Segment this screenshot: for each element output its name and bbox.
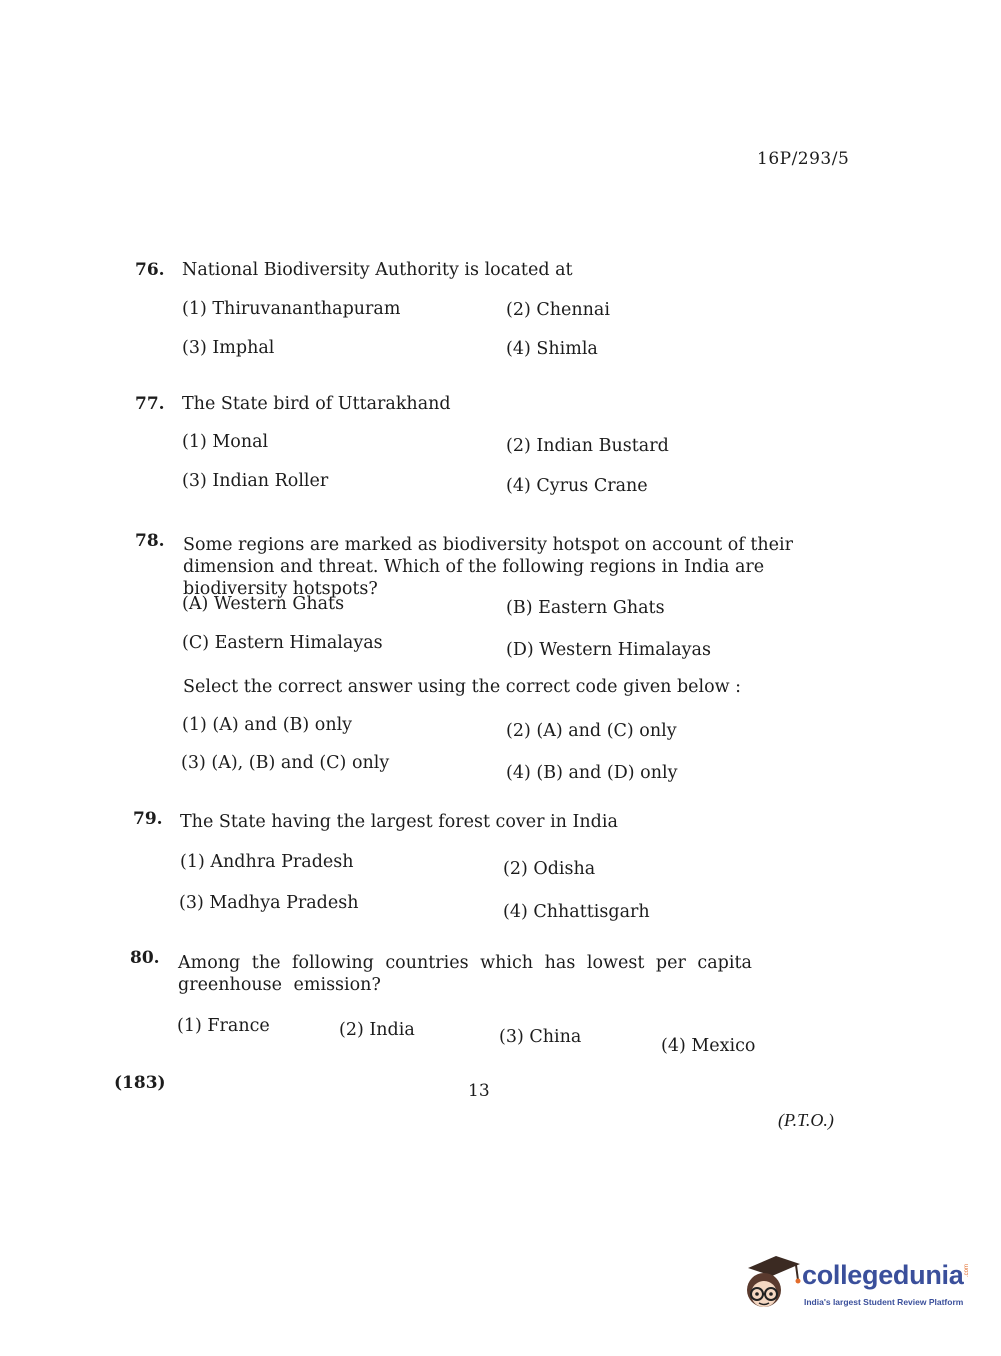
option-1: (1) France [177,1016,270,1036]
question-number: 80. [130,948,160,968]
item-c: (C) Eastern Himalayas [182,633,383,653]
option-1: (1) Monal [182,432,269,452]
option-3: (3) Imphal [182,338,275,358]
option-4: (4) Cyrus Crane [506,476,648,496]
question-text: National Biodiversity Authority is located at [182,260,573,280]
brand-tagline: India's largest Student Review Platform [804,1297,964,1307]
mascot-icon [742,1250,802,1314]
option-4: (4) Shimla [506,339,598,359]
brand-name: collegedunia [802,1260,964,1290]
question-number: 79. [133,809,163,829]
option-3: (3) Indian Roller [182,471,329,491]
option-1: (1) Thiruvananthapuram [182,299,401,319]
question-number: 76. [135,260,165,280]
option-2: (2) Chennai [506,300,610,320]
question-text: The State having the largest forest cover in India [180,812,618,832]
question-text: Among the following countries which has lowest per capita greenhouse emission? [178,953,752,995]
option-2: (2) India [339,1020,415,1040]
question-number: 78. [135,531,165,551]
option-3: (3) Madhya Pradesh [179,893,359,913]
option-4: (4) (B) and (D) only [506,763,678,783]
item-a: (A) Western Ghats [182,594,345,614]
page-number: 13 [468,1081,490,1101]
question-number: 77. [135,394,165,414]
question-text: The State bird of Uttarakhand [182,394,451,414]
option-3: (3) China [499,1027,582,1047]
paper-code: 16P/293/5 [757,149,850,169]
option-3: (3) (A), (B) and (C) only [181,753,390,773]
option-1: (1) (A) and (B) only [182,715,353,735]
pto-label: (P.T.O.) [778,1110,834,1130]
brand-suffix: .com [964,1264,970,1278]
option-2: (2) Indian Bustard [506,436,669,456]
answer-instruction: Select the correct answer using the correct code given below : [183,677,742,697]
item-d: (D) Western Himalayas [506,640,711,660]
item-b: (B) Eastern Ghats [506,598,665,618]
question-text: Some regions are marked as biodiversity hotspot on account of their dimension and threat. Which of the following regions in India are biodiversity hotspots? [183,535,793,599]
option-1: (1) Andhra Pradesh [180,852,354,872]
option-4: (4) Mexico [661,1036,756,1056]
option-4: (4) Chhattisgarh [503,902,650,922]
booklet-code: (183) [114,1073,166,1093]
option-2: (2) Odisha [503,859,596,879]
collegedunia-watermark [742,1250,972,1320]
option-2: (2) (A) and (C) only [506,721,677,741]
